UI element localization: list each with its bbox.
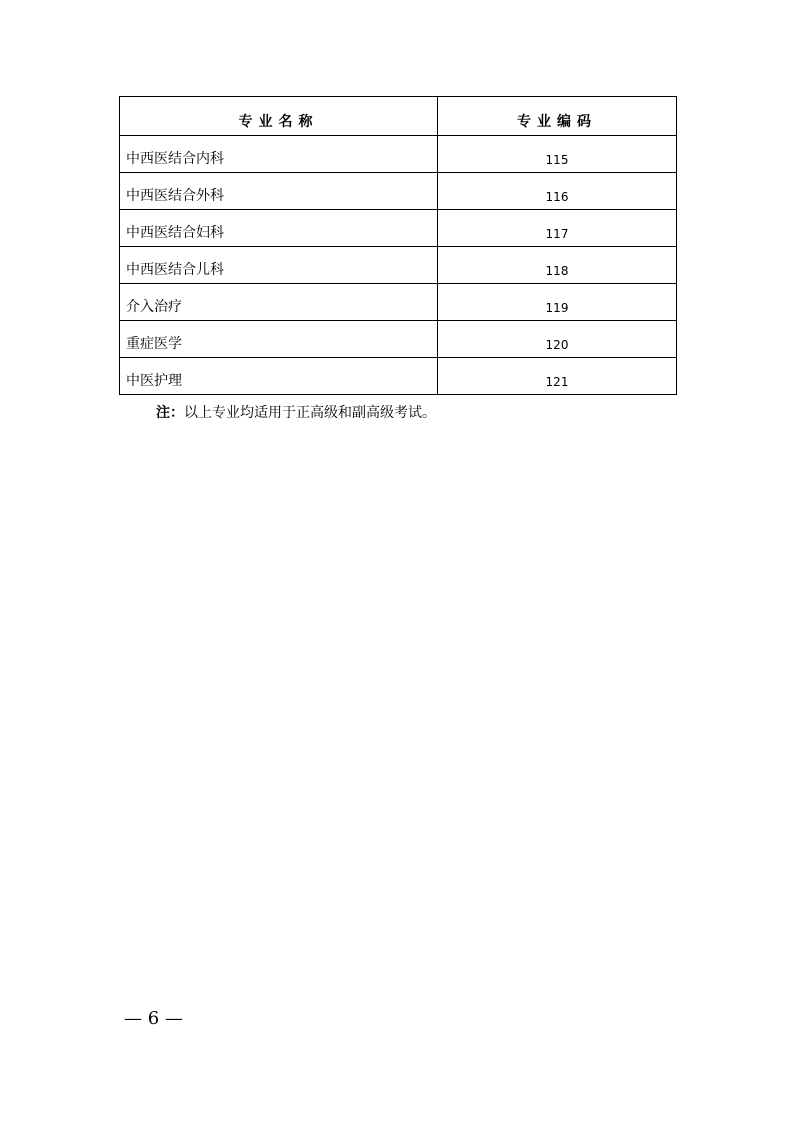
specialty-code-cell: 118 xyxy=(438,247,677,284)
header-specialty-code: 专业编码 xyxy=(438,97,677,136)
specialty-name-cell: 中西医结合外科 xyxy=(120,173,438,210)
specialty-code-cell: 117 xyxy=(438,210,677,247)
table-row xyxy=(120,173,677,210)
table-footnote xyxy=(156,402,436,422)
specialty-name-cell: 中西医结合内科 xyxy=(120,136,438,173)
specialty-code-cell: 116 xyxy=(438,173,677,210)
specialty-code-cell: 115 xyxy=(438,136,677,173)
header-specialty-name: 专业名称 xyxy=(120,97,438,136)
specialty-name-cell: 介入治疗 xyxy=(120,284,438,321)
page-number: — 6 — xyxy=(124,1008,183,1029)
specialty-code-table xyxy=(119,96,677,395)
footnote-label: 注： xyxy=(156,405,184,421)
footnote-text: 以上专业均适用于正高级和副高级考试。 xyxy=(184,405,436,421)
table-row xyxy=(120,284,677,321)
specialty-name-cell: 重症医学 xyxy=(120,321,438,358)
specialty-code-cell: 121 xyxy=(438,358,677,395)
table-row xyxy=(120,210,677,247)
specialty-name-cell: 中医护理 xyxy=(120,358,438,395)
table-row xyxy=(120,358,677,395)
specialty-name-cell: 中西医结合儿科 xyxy=(120,247,438,284)
table-row xyxy=(120,321,677,358)
specialty-code-cell: 120 xyxy=(438,321,677,358)
table-header-row xyxy=(120,97,677,136)
table-row xyxy=(120,247,677,284)
specialty-name-cell: 中西医结合妇科 xyxy=(120,210,438,247)
specialty-code-cell: 119 xyxy=(438,284,677,321)
table-row xyxy=(120,136,677,173)
